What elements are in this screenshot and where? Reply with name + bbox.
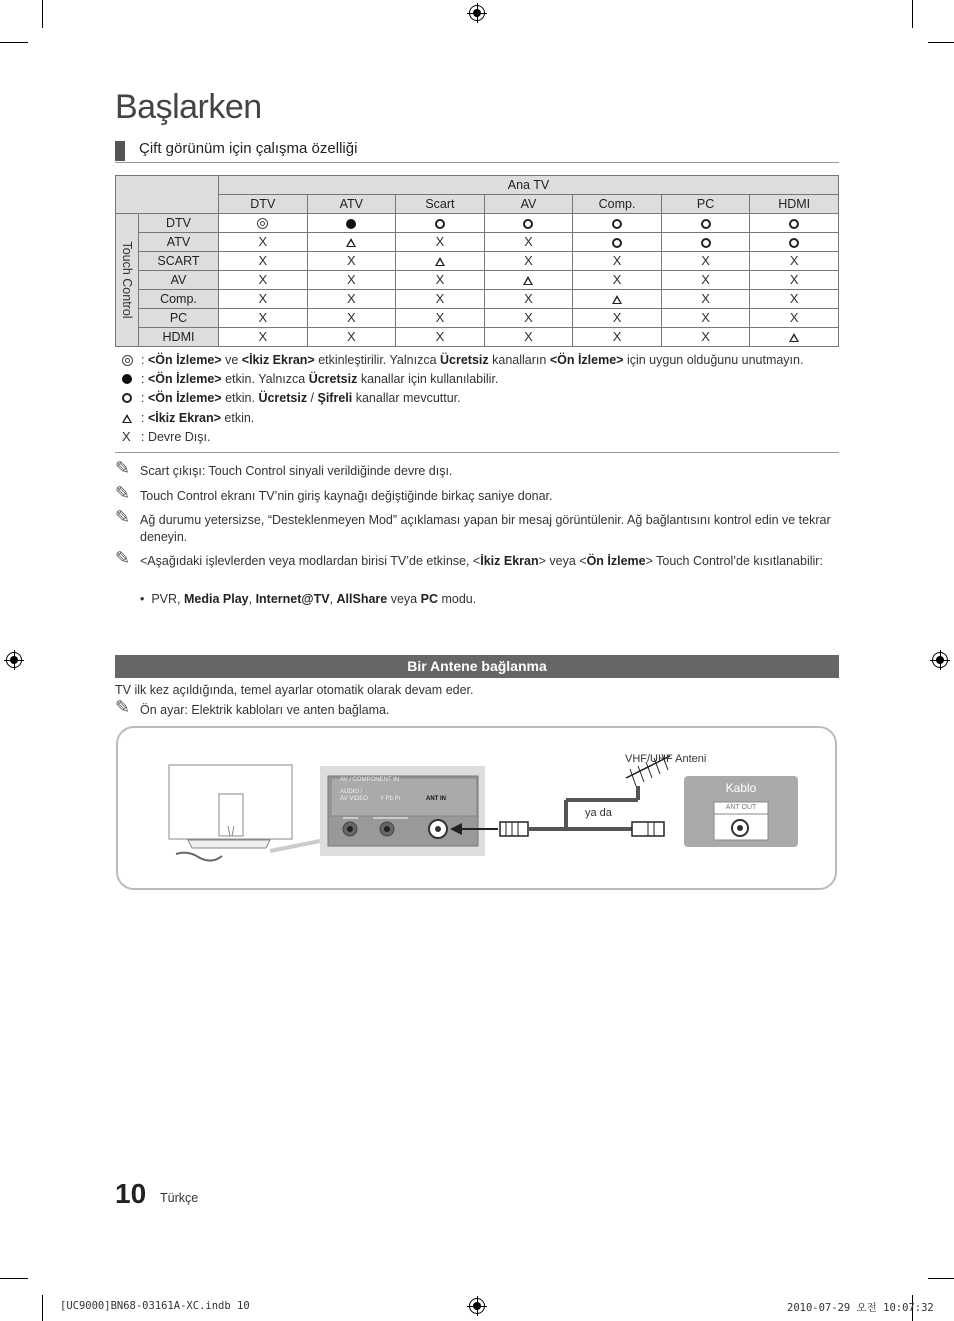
- double-circle-icon: [122, 355, 133, 366]
- x-glyph: X: [347, 329, 356, 344]
- crop-mark: [0, 1278, 28, 1279]
- legend: : <Ön İzleme> ve <İkiz Ekran> etkinleştirilir. Yalnızca Ücretsiz kanalların <Ön İzleme> için uygun olduğunu unutmayın. : <Ön İzleme> etkin. Yalnızca Ücretsiz kanallar için kullanılabilir. : <Ön İzleme> etkin. Ücretsiz / Şifreli kanallar mevcuttur. : <İkiz Ekran> etkin. X : Devre Dışı.: [122, 353, 804, 444]
- table-cell: [307, 271, 396, 290]
- section-header-antenna: Bir Antene bağlanma: [115, 655, 839, 678]
- table-cell: [484, 328, 573, 347]
- table-cell: [573, 252, 662, 271]
- row-header: SCART: [139, 252, 219, 271]
- table-cell: [484, 214, 573, 233]
- side-header-label: Touch Control: [120, 241, 134, 319]
- row-header: AV: [139, 271, 219, 290]
- row-header: Comp.: [139, 290, 219, 309]
- pencil-note-icon: ✎: [115, 458, 131, 478]
- table-cell: [661, 328, 750, 347]
- pencil-note-icon: ✎: [115, 507, 131, 527]
- x-glyph: X: [701, 310, 710, 325]
- table-cell: [573, 233, 662, 252]
- table-cell: [750, 290, 839, 309]
- triangle-icon: [523, 276, 533, 285]
- pencil-note-icon: ✎: [115, 483, 131, 503]
- table-cell: [396, 290, 485, 309]
- note-4: ✎ <Aşağıdaki işlevlerden veya modlardan birisi TV’de etkinse, <İkiz Ekran> veya <Ön İzleme> Touch Control’de kısıtlanabilir:: [115, 548, 823, 568]
- column-header: AV: [484, 195, 573, 214]
- pencil-note-icon: ✎: [115, 697, 131, 717]
- x-glyph: X: [435, 329, 445, 344]
- antenna-intro: TV ilk kez açıldığında, temel ayarlar otomatik olarak devam eder.: [115, 683, 474, 697]
- column-header: Comp.: [573, 195, 662, 214]
- table-cell: [307, 328, 396, 347]
- x-glyph: X: [347, 310, 356, 325]
- table-row: [116, 328, 839, 347]
- x-glyph: X: [789, 291, 799, 306]
- double-circle-icon: [257, 218, 268, 229]
- x-glyph: X: [258, 253, 268, 268]
- x-glyph: X: [258, 310, 268, 325]
- language-label: Türkçe: [160, 1191, 199, 1205]
- table-cell: [219, 328, 308, 347]
- table-cell: [750, 214, 839, 233]
- x-glyph: X: [347, 253, 356, 268]
- registration-mark-icon: [932, 652, 948, 668]
- ring-icon: [701, 219, 711, 229]
- x-glyph: X: [258, 329, 268, 344]
- page-number: 10: [115, 1178, 147, 1209]
- x-glyph: X: [524, 310, 533, 325]
- table-cell: [307, 233, 396, 252]
- table-cell: [661, 290, 750, 309]
- row-header: HDMI: [139, 328, 219, 347]
- table-cell: [484, 233, 573, 252]
- triangle-icon: [612, 295, 622, 304]
- top-header: Ana TV: [219, 176, 839, 195]
- table-cell: [307, 290, 396, 309]
- table-cell: [573, 328, 662, 347]
- ant-in-label: ANT IN: [426, 796, 446, 802]
- ring-icon: [789, 219, 799, 229]
- x-glyph: X: [701, 272, 710, 287]
- tv-illustration: [169, 765, 320, 861]
- ring-icon: [612, 219, 622, 229]
- crop-mark: [42, 1295, 43, 1321]
- table-cell: [661, 214, 750, 233]
- table-cell: [484, 252, 573, 271]
- table-cell: [396, 252, 485, 271]
- table-cell: [484, 271, 573, 290]
- side-header: [116, 214, 139, 347]
- x-glyph: X: [524, 253, 533, 268]
- table-cell: [396, 214, 485, 233]
- table-cell: [219, 271, 308, 290]
- crop-mark: [0, 42, 28, 43]
- x-glyph: X: [612, 253, 622, 268]
- table-cell: [661, 271, 750, 290]
- triangle-icon: [346, 238, 356, 247]
- ring-icon: [612, 238, 622, 248]
- table-cell: [750, 328, 839, 347]
- section-title: Çift görünüm için çalışma özelliği: [139, 140, 358, 157]
- bullet-item: • PVR, Media Play, Internet@TV, AllShare veya PC modu.: [140, 592, 477, 606]
- column-header: DTV: [219, 195, 308, 214]
- column-header: ATV: [307, 195, 396, 214]
- dual-view-table: [115, 175, 839, 347]
- table-cell: [573, 214, 662, 233]
- x-glyph: X: [612, 310, 622, 325]
- x-glyph: X: [612, 272, 622, 287]
- table-cell: [219, 214, 308, 233]
- table-cell: [573, 309, 662, 328]
- crop-mark: [912, 0, 913, 28]
- table-cell: [750, 271, 839, 290]
- table-cell: [396, 328, 485, 347]
- page-title: Başlarken: [115, 88, 262, 126]
- table-row: [116, 233, 839, 252]
- table-row: [116, 290, 839, 309]
- table-cell: [661, 252, 750, 271]
- imprint-right: 2010-07-29 오전 10:07:32: [787, 1302, 934, 1314]
- table-cell: [219, 290, 308, 309]
- ring-icon: [122, 393, 132, 403]
- ant-out-label: ANT OUT: [725, 804, 757, 811]
- x-glyph: X: [435, 310, 445, 325]
- connection-diagram: [116, 726, 837, 890]
- table-cell: [307, 252, 396, 271]
- x-glyph: X: [701, 253, 710, 268]
- table-cell: [484, 290, 573, 309]
- crop-mark: [928, 1278, 954, 1279]
- imprint-left: [UC9000]BN68-03161A-XC.indb 10: [60, 1300, 250, 1312]
- row-header: ATV: [139, 233, 219, 252]
- registration-mark-icon: [6, 652, 22, 668]
- table-cell: [750, 252, 839, 271]
- column-header: HDMI: [750, 195, 839, 214]
- note-2: ✎ Touch Control ekranı TV’nin giriş kaynağı değiştiğinde birkaç saniye donar.: [115, 483, 553, 503]
- x-glyph: X: [789, 272, 799, 287]
- ring-icon: [523, 219, 533, 229]
- bullet-icon: •: [140, 592, 145, 606]
- filled-circle-icon: [122, 374, 132, 384]
- table-cell: [219, 309, 308, 328]
- x-glyph: X: [435, 272, 445, 287]
- column-header: PC: [661, 195, 750, 214]
- table-cell: [573, 290, 662, 309]
- table-cell: [661, 309, 750, 328]
- triangle-icon: [435, 257, 445, 266]
- table-corner: [116, 176, 219, 214]
- pencil-note-icon: ✎: [115, 548, 131, 568]
- x-glyph: X: [347, 272, 356, 287]
- ring-icon: [701, 238, 711, 248]
- table-row: [116, 252, 839, 271]
- table-cell: [396, 233, 485, 252]
- x-glyph: X: [258, 272, 268, 287]
- crop-mark: [42, 0, 43, 28]
- x-glyph: X: [435, 234, 445, 249]
- triangle-icon: [789, 333, 799, 342]
- table-cell: [307, 214, 396, 233]
- x-glyph: X: [789, 253, 799, 268]
- x-glyph: X: [347, 291, 356, 306]
- table-cell: [573, 271, 662, 290]
- section-header: [115, 140, 839, 163]
- note-1: ✎ Scart çıkışı: Touch Control sinyali verildiğinde devre dışı.: [115, 458, 453, 478]
- x-glyph: X: [701, 329, 710, 344]
- x-glyph: X: [524, 291, 533, 306]
- triangle-icon: [122, 414, 132, 423]
- x-glyph: X: [122, 429, 131, 444]
- or-label: ya da: [585, 807, 612, 819]
- note-3: ✎ Ağ durumu yetersizse, “Desteklenmeyen Mod” açıklaması yapan bir mesaj görüntülenir. Ağ bağlantısını kontrol edin ve tekrar deneyin.: [115, 507, 831, 544]
- table-cell: [396, 309, 485, 328]
- filled-circle-icon: [346, 219, 356, 229]
- column-header: Scart: [396, 195, 485, 214]
- x-glyph: X: [789, 310, 799, 325]
- table-row: [116, 271, 839, 290]
- crop-mark: [928, 42, 954, 43]
- row-header: DTV: [139, 214, 219, 233]
- table-cell: [750, 233, 839, 252]
- x-glyph: X: [701, 291, 710, 306]
- x-glyph: X: [258, 234, 268, 249]
- table-row: [116, 214, 839, 233]
- panel-label: Y Pb Pr: [380, 796, 401, 802]
- section-bar: [115, 141, 125, 161]
- ring-icon: [435, 219, 445, 229]
- divider: [115, 452, 839, 453]
- table-cell: [750, 309, 839, 328]
- x-glyph: X: [258, 291, 268, 306]
- cable-label: Kablo: [725, 781, 757, 795]
- table-cell: [219, 233, 308, 252]
- x-glyph: X: [524, 234, 533, 249]
- antenna-label: VHF/UHF Anteni: [625, 753, 707, 765]
- ring-icon: [789, 238, 799, 248]
- panel-label: AV / COMPONENT IN: [340, 777, 400, 783]
- registration-mark-icon: [469, 1298, 485, 1314]
- table-cell: [484, 309, 573, 328]
- row-header: PC: [139, 309, 219, 328]
- table-cell: [661, 233, 750, 252]
- table-cell: [219, 252, 308, 271]
- antenna-note: ✎ Ön ayar: Elektrik kabloları ve anten bağlama.: [115, 697, 390, 717]
- table-cell: [307, 309, 396, 328]
- registration-mark-icon: [469, 5, 485, 21]
- x-glyph: X: [435, 291, 445, 306]
- panel-label: AUDIO /: [340, 789, 363, 795]
- panel-label: AV VIDEO: [340, 796, 368, 802]
- table-row: [116, 309, 839, 328]
- x-glyph: X: [524, 329, 533, 344]
- table-cell: [396, 271, 485, 290]
- x-glyph: X: [612, 329, 622, 344]
